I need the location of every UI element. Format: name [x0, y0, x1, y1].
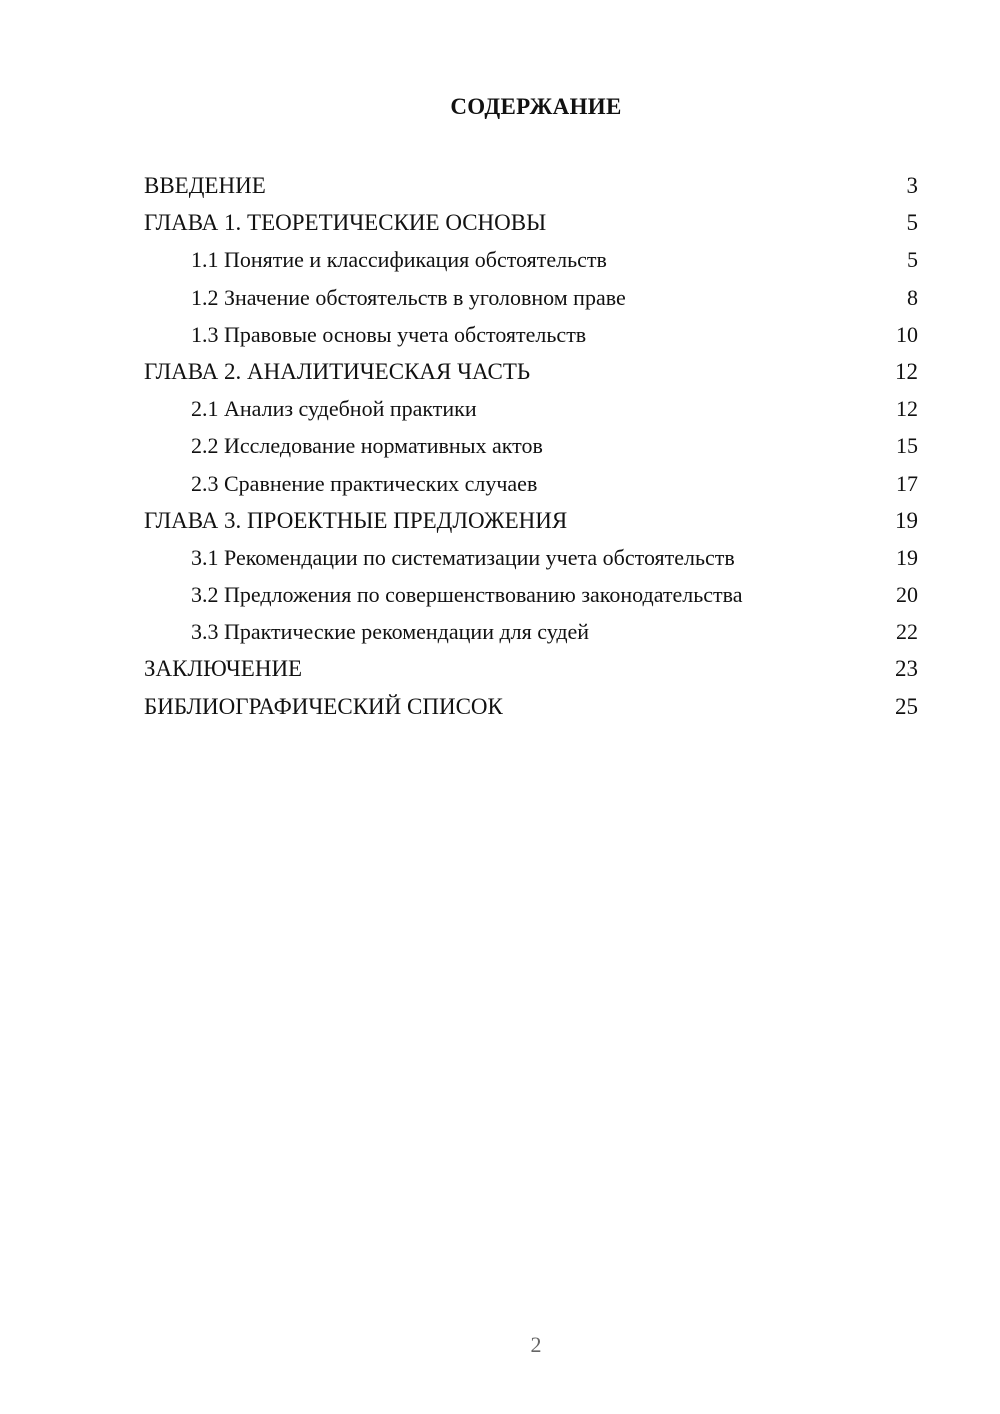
toc-entry-page: 25	[895, 693, 918, 719]
toc-entry-page: 20	[896, 582, 918, 608]
toc-entry-page: 19	[896, 544, 918, 570]
toc-entry-title: 2.1 Анализ судебной практики	[191, 396, 477, 422]
toc-entry-page: 10	[896, 321, 918, 347]
toc-entry-title: 3.1 Рекомендации по систематизации учета обстоятельств	[191, 544, 735, 570]
toc-entry-title: 1.2 Значение обстоятельств в уголовном праве	[191, 284, 626, 310]
toc-entry-title: ВВЕДЕНИЕ	[144, 173, 266, 198]
toc-entry-page: 12	[895, 358, 918, 384]
toc-section-row	[144, 427, 918, 464]
toc-entry-title: 3.3 Практические рекомендации для судей	[191, 619, 590, 645]
toc-entry-page: 17	[896, 470, 918, 496]
toc-entry-title: 2.2 Исследование нормативных актов	[191, 433, 543, 459]
toc-section-row	[144, 241, 918, 278]
toc-entry-title: 1.1 Понятие и классификация обстоятельств	[191, 247, 607, 273]
toc-entry-title: ГЛАВА 3. ПРОЕКТНЫЕ ПРЕДЛОЖЕНИЯ	[144, 507, 568, 533]
toc-chapter-row	[144, 688, 918, 725]
toc-entry-page: 15	[896, 433, 918, 459]
toc-entry-title: 3.2 Предложения по совершенствованию законодательства	[191, 582, 743, 608]
toc-chapter-row	[144, 353, 918, 390]
page-title: СОДЕРЖАНИЕ	[450, 94, 622, 119]
toc-chapter-row	[144, 502, 918, 539]
toc-entry-page: 23	[895, 656, 918, 682]
toc-entry-title: ГЛАВА 2. АНАЛИТИЧЕСКАЯ ЧАСТЬ	[144, 358, 531, 384]
table-of-contents	[144, 167, 918, 725]
toc-entry-page: 22	[896, 619, 918, 645]
toc-entry-page: 8	[907, 284, 918, 310]
toc-section-row	[144, 316, 918, 353]
toc-section-row	[144, 539, 918, 576]
toc-entry-title: 1.3 Правовые основы учета обстоятельств	[191, 321, 587, 347]
toc-entry-page: 3	[906, 173, 918, 198]
toc-chapter-row	[144, 167, 918, 204]
toc-section-row	[144, 465, 918, 502]
toc-entry-title: ГЛАВА 1. ТЕОРЕТИЧЕСКИЕ ОСНОВЫ	[144, 210, 547, 236]
toc-section-row	[144, 613, 918, 650]
toc-section-row	[144, 390, 918, 427]
toc-chapter-row	[144, 204, 918, 241]
toc-entry-page: 12	[896, 396, 918, 422]
toc-section-row	[144, 279, 918, 316]
toc-entry-page: 5	[906, 210, 918, 236]
toc-section-row	[144, 576, 918, 613]
toc-entry-page: 5	[907, 247, 918, 273]
page-number: 2	[530, 1332, 542, 1357]
toc-entry-title: ЗАКЛЮЧЕНИЕ	[144, 656, 303, 682]
toc-entry-title: БИБЛИОГРАФИЧЕСКИЙ СПИСОК	[144, 693, 503, 719]
toc-entry-page: 19	[895, 507, 918, 533]
toc-entry-title: 2.3 Сравнение практических случаев	[191, 470, 538, 496]
toc-chapter-row	[144, 650, 918, 687]
